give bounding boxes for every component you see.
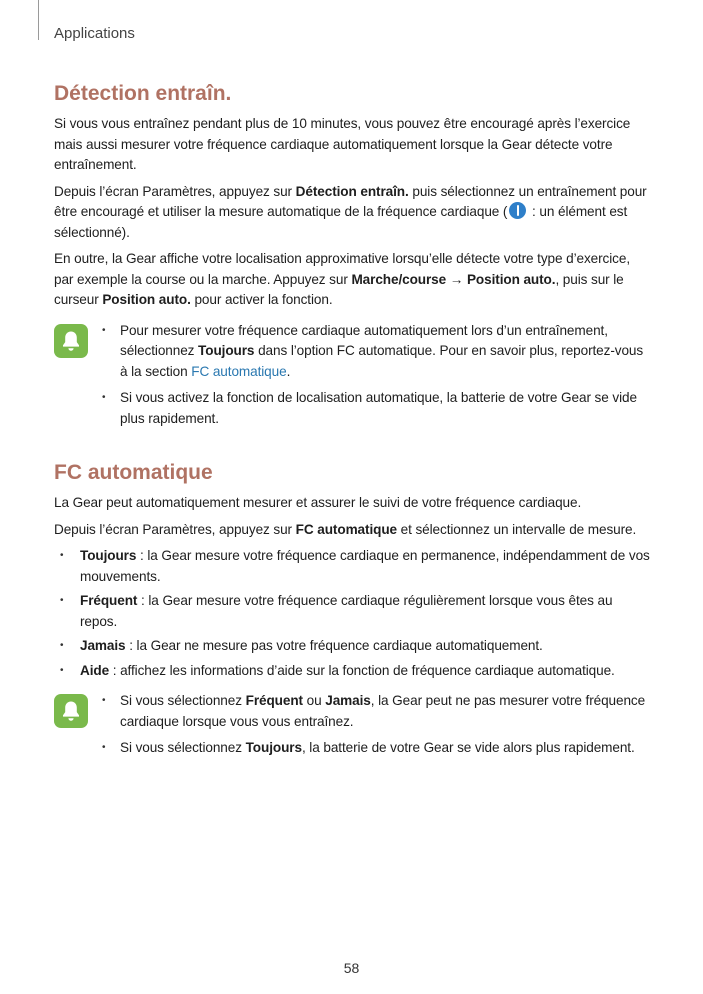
list-item — [102, 388, 650, 429]
bold-term: Position auto. — [102, 292, 191, 307]
section-title-detection: Détection entraîn. — [54, 82, 232, 105]
page-number: 58 — [343, 960, 360, 976]
list-item — [54, 661, 650, 682]
bold-term: Toujours — [198, 343, 255, 358]
text: pour activer la fonction. — [190, 292, 333, 307]
text: Depuis l’écran Paramètres, appuyez sur — [54, 183, 296, 199]
list-item — [54, 546, 650, 587]
bold-term: Toujours — [245, 740, 302, 755]
running-header: Applications — [54, 25, 135, 42]
text: Si vous vous entraînez pendant plus de 10 minutes, vous pouvez être encouragé après l’exercice mais aussi mesurer votre fréquence cardiaque automatiquement lorsque la Gear détecte votre entraînement. — [54, 116, 631, 172]
corner-rule — [38, 0, 39, 40]
list-item — [54, 636, 650, 657]
paragraph — [54, 182, 650, 244]
paragraph — [54, 114, 650, 176]
text: , la Gear peut ne pas mesurer votre fréquence cardiaque lorsque vous vous entraînez. — [120, 693, 646, 729]
bold-term: Fréquent — [245, 693, 303, 708]
bell-icon — [54, 324, 88, 358]
section-title-fc-automatique: FC automatique — [54, 461, 213, 484]
arrow: → — [446, 271, 467, 287]
paragraph — [54, 249, 650, 311]
text: Depuis l’écran Paramètres, appuyez sur — [54, 521, 296, 537]
option-term: Fréquent — [80, 593, 138, 608]
text: Si vous sélectionnez — [120, 740, 246, 755]
info-icon — [509, 202, 526, 219]
list-item — [102, 321, 650, 383]
text: et sélectionnez un intervalle de mesure. — [396, 521, 637, 537]
option-desc: : la Gear mesure votre fréquence cardiaque régulièrement lorsque vous êtes au repos. — [80, 593, 613, 629]
list-item — [102, 738, 650, 759]
text: . — [286, 363, 291, 379]
option-desc: : affichez les informations d’aide sur la fonction de fréquence cardiaque automatique. — [109, 662, 615, 678]
list-item — [102, 691, 650, 732]
note-list — [102, 321, 650, 436]
note-box — [54, 691, 650, 765]
interval-options-list — [54, 546, 650, 681]
text: La Gear peut automatiquement mesurer et assurer le suivi de votre fréquence cardiaque. — [54, 495, 582, 510]
bold-term: FC automatique — [295, 521, 397, 537]
bold-term: Position auto. — [466, 271, 556, 287]
text: puis sélectionnez un entraînement pour être encouragé et utiliser la mesure automatique de la fréquence cardiaque ( — [54, 183, 647, 219]
bold-term: Marche/course — [351, 271, 447, 287]
text: Si vous activez la fonction de localisation automatique, la batterie de votre Gear se vide plus rapidement. — [120, 390, 637, 426]
text: Si vous sélectionnez — [120, 693, 246, 708]
option-term: Jamais — [80, 638, 126, 653]
bold-term: Jamais — [325, 693, 371, 708]
text: , la batterie de votre Gear se vide alors plus rapidement. — [301, 740, 635, 755]
paragraph — [54, 493, 650, 514]
bell-icon — [54, 694, 88, 728]
option-term: Toujours — [80, 548, 137, 563]
text: , puis sur le curseur — [54, 271, 624, 307]
note-list — [102, 691, 650, 765]
text: ou — [302, 693, 326, 708]
text: En outre, la Gear affiche votre localisation approximative lorsqu’elle détecte votre type d’exercice, par exemple la course ou la marche. Appuyez sur — [54, 251, 630, 287]
text: : un élément est sélectionné). — [54, 204, 628, 240]
text: Pour mesurer votre fréquence cardiaque automatiquement lors d’un entraînement, sélectionnez — [120, 322, 608, 358]
note-box — [54, 321, 650, 436]
option-term: Aide — [80, 662, 110, 678]
text: dans l’option FC automatique. Pour en savoir plus, reportez-vous à la section — [120, 343, 644, 379]
page-content — [54, 80, 650, 765]
option-desc: : la Gear mesure votre fréquence cardiaque en permanence, indépendamment de vos mouvements. — [80, 548, 650, 584]
option-desc: : la Gear ne mesure pas votre fréquence cardiaque automatiquement. — [125, 638, 543, 653]
paragraph — [54, 520, 650, 541]
bold-term: Détection entraîn. — [295, 183, 409, 199]
fc-automatique-link[interactable]: FC automatique — [191, 363, 287, 379]
list-item — [54, 591, 650, 632]
